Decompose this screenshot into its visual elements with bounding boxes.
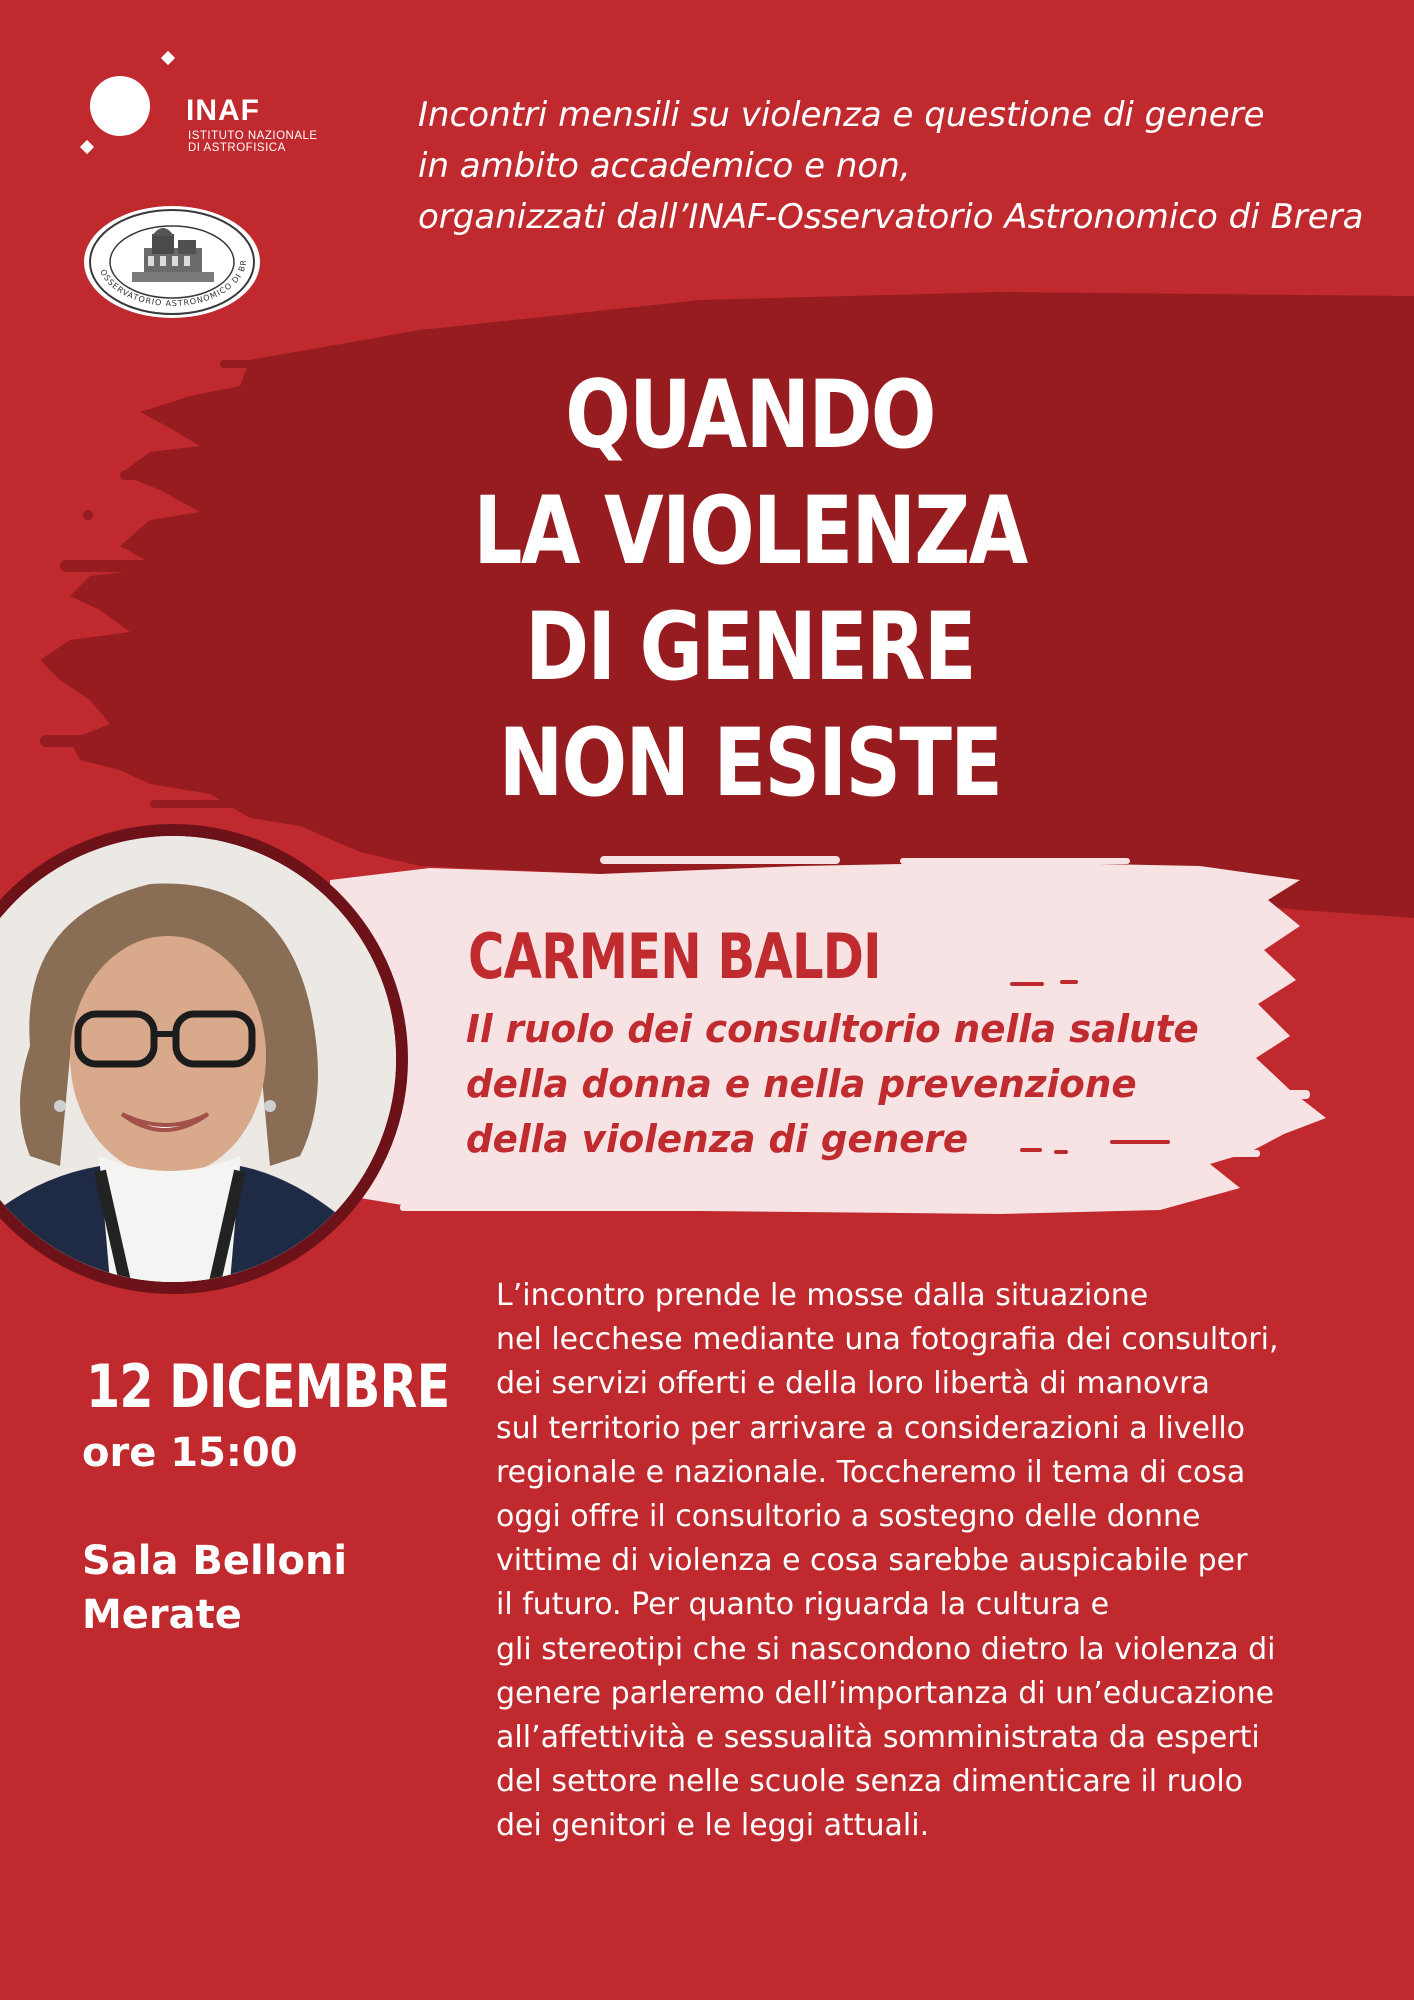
description-line: il futuro. Per quanto riguarda la cultura e — [496, 1587, 1110, 1623]
description-line: oggi offre il consultorio a sostegno delle donne — [496, 1499, 1201, 1535]
event-venue — [82, 1534, 347, 1642]
description-line: L’incontro prende le mosse dalla situazione — [496, 1278, 1149, 1313]
title-line: LA VIOLENZA — [473, 477, 1027, 586]
description-line: regionale e nazionale. Toccheremo il tema di cosa — [496, 1454, 1246, 1490]
description-line: del settore nelle scuole senza dimenticare il ruolo — [496, 1764, 1244, 1800]
title-line: QUANDO — [565, 361, 935, 470]
talk-title-line: Il ruolo dei consultorio nella salute — [466, 1007, 1199, 1051]
venue-line: Merate — [82, 1592, 242, 1638]
event-time: ore 15:00 — [82, 1430, 298, 1476]
speaker-photo-illustration — [0, 836, 396, 1282]
brera-seal-text: OSSERVATORIO ASTRONOMICO DI BR — [98, 258, 249, 309]
description-line: all’affettività e sessualità somministrata da esperti — [496, 1720, 1260, 1756]
brera-observatory-seal — [84, 206, 260, 318]
inaf-logo — [74, 50, 374, 160]
venue-line: Sala Belloni — [82, 1538, 348, 1584]
talk-title — [466, 1002, 1199, 1167]
description-line: sul territorio per arrivare a considerazioni a livello — [496, 1410, 1246, 1446]
inaf-subtitle-line-2: DI ASTROFISICA — [188, 142, 286, 154]
talk-title-line: della donna e nella prevenzione — [466, 1062, 1137, 1106]
inaf-logo-mark-icon — [74, 50, 184, 160]
description-line: genere parleremo dell’importanza di un’educazione — [496, 1675, 1275, 1711]
intro-text — [418, 90, 1378, 243]
event-date: 12 DICEMBRE — [86, 1352, 450, 1422]
inaf-subtitle-line-1: ISTITUTO NAZIONALE — [188, 130, 318, 142]
talk-title-line: della violenza di genere — [466, 1117, 969, 1161]
intro-line: organizzati dall’INAF-Osservatorio Astronomico di Brera — [418, 197, 1364, 237]
intro-line: in ambito accademico e non, — [418, 146, 911, 186]
event-title — [406, 358, 1095, 822]
speaker-name: CARMEN BALDI — [468, 920, 881, 993]
description-line: gli stereotipi che si nascondono dietro la violenza di — [496, 1631, 1276, 1667]
observatory-building-icon — [84, 206, 260, 318]
description-line: dei servizi offerti e della loro libertà di manovra — [496, 1366, 1210, 1402]
description-line: nel lecchese mediante una fotografia dei consultori, — [496, 1322, 1279, 1358]
title-line: DI GENERE — [525, 593, 975, 702]
description-line: dei genitori e le leggi attuali. — [496, 1808, 930, 1844]
event-description — [496, 1274, 1376, 1849]
description-line: vittime di violenza e cosa sarebbe auspicabile per — [496, 1543, 1248, 1579]
title-line: NON ESISTE — [498, 709, 1002, 818]
intro-line: Incontri mensili su violenza e questione di genere — [418, 95, 1265, 135]
inaf-wordmark: INAF — [186, 94, 260, 127]
